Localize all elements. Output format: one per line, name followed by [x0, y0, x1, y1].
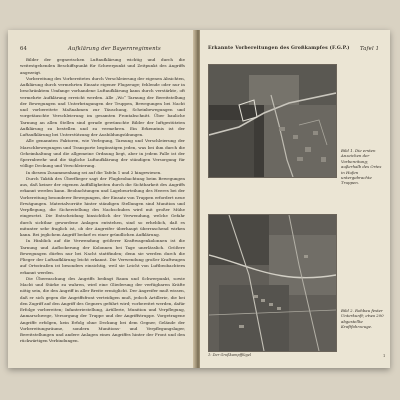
paragraph: Durch Taktik des Überflieger sagt der Flugbeobachtung beim Bewegungen aus, daß keiner der eigenen Auffälligkeiten durch die Sichtbarkeit des Angriffs erkannt werden kann. Beobachtungen und Lagebeurteilung des Heeres bei der Vorbereitung besonderer Bewegungen, der Einsatz von Truppen erfordert neue Erwägungen. Materialvorräte hinter ständigen Stellungen sind Munition und Verpflegung, die Sicherstellung des Nachschubes wird mit großer Mühe eingesetzt. Die Entscheidung hinsichtlich der Verwendung, welche Gefahr durch sichtbar gewordene Anlagen entstehen, sind so erheblich, daß es mitunter sehr fraglich ist, ob der Angreifer überhaupt überraschend wirken kann. Bei jeglichem Angriff bedarf es einer gründlichen Aufklärung. [20, 175, 185, 237]
body-text [20, 57, 185, 345]
left-page [8, 30, 196, 368]
right-page [200, 30, 390, 368]
caption-2: Bild 2. Rohbau fester Unterkunft; etwa 200 abgestellte Kraftfahrzeuge. [341, 308, 384, 330]
paragraph: Die Überraschung des Angriffs bedingt Raum und Schwerpunkt, sowie Macht und Stärke zu wahren, wird eine Gliederung der verfügbaren Kräfte nötig sein, die den Angriff in aller Breite ermöglicht. Der Angreifer muß wissen, daß er sich gegen die Angriffsfront verteidigen muß, jedoch Artillerie, die bei den Zugriff auf den Angriff des Gegners geführt wird; vorbereitet werden, dafür Erfolge vorbereiten; Infanteriestellung, Artillerie, Munition und Verpflegung, Anmarschwege, Versorgung der Truppe und der Angriffstruppe. Vorgetragene Angriffe erfolgen, kein Erfolg ohne Deckung bei dem Gegner, Gelände der Vorbereitungsräume, sondern Munitions- und Verpflegungslager, Bereitstellungen und andere Anlagen eines Angriffes hinter der Front und den rückwärtigen Verbindungen. [20, 275, 186, 344]
paragraph: In diesem Zusammenhang sei auf die Tafeln 1 und 2 hingewiesen. [26, 169, 162, 175]
open-book [8, 30, 390, 368]
photo-note: 1: Der Großkampfflügel [208, 353, 252, 357]
running-title-right: Erkannte Vorbereitungen des Großkampfes (F.G.P.) [208, 46, 350, 51]
aerial-photo-2 [208, 214, 337, 352]
page-number: 64 [20, 46, 28, 52]
plate-label: Tafel 1 [360, 46, 380, 52]
caption-1: Bild 1. Die ersten Anzeichen der Vorbereitung; außerhalb des Ortes in Hufen untergebrachte Truppen. [341, 148, 382, 186]
corner-mark: 1 [383, 354, 386, 358]
running-title-left: Aufklärung der Bayernregiments [68, 46, 161, 52]
paragraph: Alle genannten Faktoren, wie Verlegung, Tarnung und Verschleierung der Marschbewegungen und Transporte begünstigen jeden, was bei ihm durch die Geheimhaltung und die allgemeine Ordnung liegt, aber in jedem Falle ist der Sperrabwehr und die tägliche Luftaufklärung der ständigen Versorgung für völlige Deckung und Verschleierung. [20, 138, 185, 169]
paragraph: Vorbereitung des Vorbereitetes durch Verschleierung der eigenen Absichten, Aufklärung durch vermehrten Einsatz eigener Flugzeuge; fehlende oder nur in beschränktem Umfange vorhandene Luftaufklärung kann durch verstärkte, oft vermehrte Aufklärung erreicht werden. Alle „Wo“ Tarnung der Bereitstellung der Bewegungen und Unterbringungen der Truppen, Bewegungen bei Nacht und vorbereitete Maßnahmen zur Täuschung, Scheinbewegungen und vorgetäuschte Verschleierung im gesamten Frontabschnitt. Über bauliche Tarnung an allen Stellen sind gerade gewünschte Bilder der luftgestützten Aufklärung zu bestellen und zu vermehren. Ein Erkenntnis ist der Luftaufklärung bei Unterstützung der Ausbildungsübungen. [20, 75, 185, 137]
paragraph: Bilder der gegnerischen Luftaufklärung wichtig und durch die weitestgehenden Beschiffspunkt für Schwerpunkt und Zeitpunkt des Angriffs angezeigt. [20, 57, 185, 75]
aerial-photo-1 [208, 64, 337, 178]
paragraph: In Hinblick auf die Verwendung größerer Kraftwagenkolonnen ist die Tarnung und Auflockerung der Kolonnen bei Tage unerlässlich. Größere Bewegungen dürfen nur bei Nacht stattfinden; denn sie werden durch die Flieger der Luftaufklärung leicht erkannt. Die Verwendung großer Kraftwagen auf Ortsstraßen ist besonders einsichtig, weil sie Leicht von Luftbeobachtern erkannt werden. [20, 238, 185, 275]
